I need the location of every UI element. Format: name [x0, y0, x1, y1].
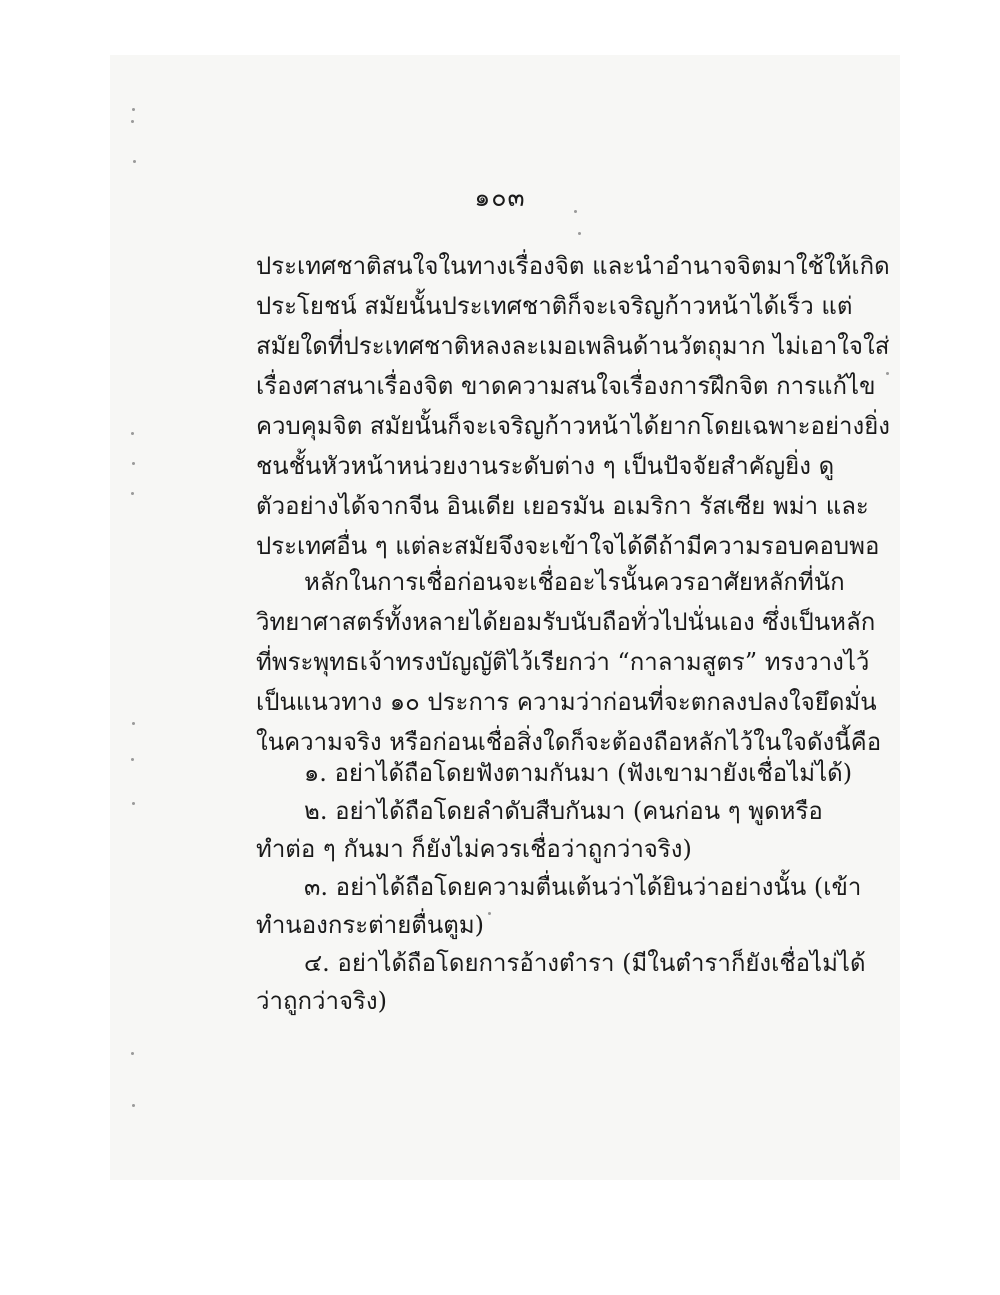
paragraph-1-line: เรื่องศาสนาเรื่องจิต ขาดความสนใจเรื่องการฝึกจิต การแก้ไข [256, 372, 876, 400]
list-item-4: ๔. อย่าได้ถือโดยการอ้างตำรา (มีในตำราก็ยังเชื่อไม่ได้ [304, 949, 866, 977]
scan-speck [578, 232, 581, 235]
scan-speck [131, 432, 134, 435]
scan-speck [488, 912, 491, 915]
list-item-4-continuation: ว่าถูกว่าจริง) [256, 987, 388, 1015]
paragraph-1-line: ประเทศอื่น ๆ แต่ละสมัยจึงจะเข้าใจได้ดีถ้ามีความรอบคอบพอ [256, 532, 880, 560]
scan-speck [133, 160, 136, 163]
paragraph-2-line: ในความจริง หรือก่อนเชื่อสิ่งใดก็จะต้องถือหลักไว้ในใจดังนี้คือ [256, 728, 882, 756]
scan-speck [131, 492, 134, 495]
paragraph-2-line: ที่พระพุทธเจ้าทรงบัญญัติไว้เรียกว่า “กาลามสูตร” ทรงวางไว้ [256, 648, 870, 676]
scan-speck [132, 462, 135, 465]
paragraph-2-line: เป็นแนวทาง ๑๐ ประการ ความว่าก่อนที่จะตกลงปลงใจยึดมั่น [256, 688, 877, 716]
scan-speck [574, 210, 577, 213]
paragraph-2 [256, 562, 882, 762]
scan-speck [886, 372, 889, 375]
page-number: ๑๐๓ [474, 183, 526, 212]
paragraph-1 [256, 246, 890, 566]
paragraph-2-line: วิทยาศาสตร์ทั้งหลายได้ยอมรับนับถือทั่วไปนั่นเอง ซึ่งเป็นหลัก [256, 608, 876, 636]
list-item-2-continuation: ทำต่อ ๆ กันมา ก็ยังไม่ควรเชื่อว่าถูกว่าจริง) [256, 835, 692, 863]
paragraph-1-line: ประเทศชาติสนใจในทางเรื่องจิต และนำอำนาจจิตมาใช้ให้เกิด [256, 252, 890, 280]
paragraph-1-line: ควบคุมจิต สมัยนั้นก็จะเจริญก้าวหน้าได้ยากโดยเฉพาะอย่างยิ่ง [256, 412, 890, 440]
scan-speck [131, 758, 134, 761]
list-item-3: ๓. อย่าได้ถือโดยความตื่นเต้นว่าได้ยินว่าอย่างนั้น (เข้า [304, 873, 862, 901]
list-item-3-continuation: ทำนองกระต่ายตื่นตูม) [256, 911, 485, 939]
list-item-2: ๒. อย่าได้ถือโดยลำดับสืบกันมา (คนก่อน ๆ พูดหรือ [304, 797, 823, 825]
paragraph-1-line: ชนชั้นหัวหน้าหน่วยงานระดับต่าง ๆ เป็นปัจจัยสำคัญยิ่ง ดู [256, 452, 835, 480]
scan-speck [132, 108, 135, 111]
scan-speck [132, 802, 135, 805]
scan-speck [131, 1052, 134, 1055]
kalama-list [256, 754, 866, 1020]
paragraph-1-line: ตัวอย่างได้จากจีน อินเดีย เยอรมัน อเมริกา รัสเซีย พม่า และ [256, 492, 869, 520]
scan-speck [131, 120, 134, 123]
scan-speck [132, 722, 135, 725]
list-item-1: ๑. อย่าได้ถือโดยฟังตามกันมา (ฟังเขามายังเชื่อไม่ได้) [304, 759, 853, 787]
paragraph-2-line: หลักในการเชื่อก่อนจะเชื่ออะไรนั้นควรอาศัยหลักที่นัก [304, 568, 845, 596]
scan-speck [132, 1104, 135, 1107]
paragraph-1-line: ประโยชน์ สมัยนั้นประเทศชาติก็จะเจริญก้าวหน้าได้เร็ว แต่ [256, 292, 853, 320]
paragraph-1-line: สมัยใดที่ประเทศชาติหลงละเมอเพลินด้านวัตถุมาก ไม่เอาใจใส่ [256, 332, 890, 360]
